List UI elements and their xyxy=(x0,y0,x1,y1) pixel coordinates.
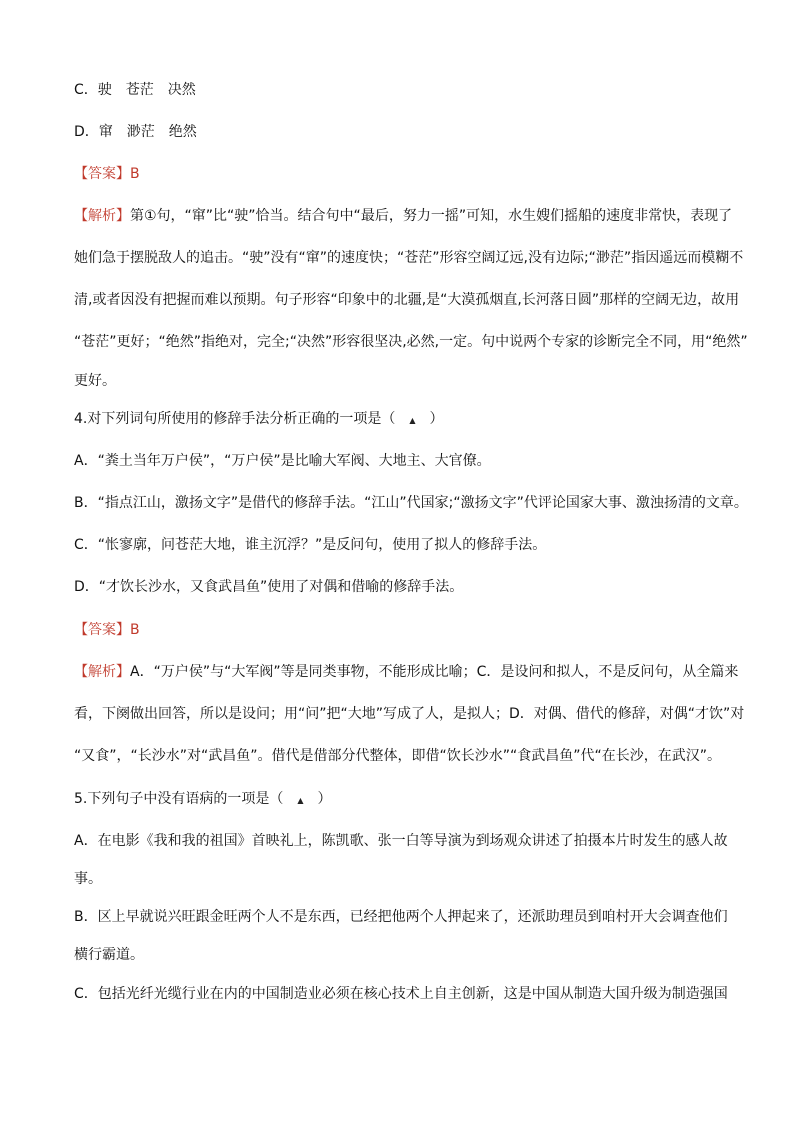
analysis-4-line-3: “又食”，“长沙水”对“武昌鱼”。借代是借部分代整体，即借“饮长沙水”“食武昌鱼”代“在长沙，在武汉”。 xyxy=(74,748,722,764)
answer-1: 【答案】B xyxy=(74,166,140,182)
blank-marker-icon: ▲ xyxy=(297,796,304,805)
q4-option-b: B．“指点江山，激扬文字”是借代的修辞手法。“江山”代国家;“激扬文字”代评论国家大事、激浊扬清的文章。 xyxy=(74,495,748,511)
analysis-1-line-1: 【解析】第①句，“窜”比“驶”恰当。结合句中“最后，努力一摇”可知，水生嫂们摇船的速度非常快，表现了 xyxy=(74,208,733,224)
analysis-1-line-4: “苍茫”更好；“绝然”指绝对，完全;“决然”形容很坚决,必然,一定。句中说两个专家的诊断完全不同，用“绝然” xyxy=(74,334,748,350)
q4-option-d: D．“才饮长沙水，又食武昌鱼”使用了对偶和借喻的修辞手法。 xyxy=(74,579,464,595)
analysis-label: 【解析】 xyxy=(74,208,130,224)
analysis-1-line-3: 清,或者因没有把握而难以预期。句子形容“印象中的北疆,是“大漠孤烟直,长河落日圆”那样的空阔无边，故用 xyxy=(74,292,740,308)
analysis-label: 【解析】 xyxy=(74,664,130,680)
analysis-1-line-2: 她们急于摆脱敌人的追击。“驶”没有“窜”的速度快；“苍茫”形容空阔辽远,没有边际;“渺茫”指因遥远而模糊不 xyxy=(74,250,744,266)
q5-option-b-line-2: 横行霸道。 xyxy=(74,947,144,963)
analysis-4-line-2: 看，下阕做出回答，所以是设问；用“问”把“大地”写成了人，是拟人；D．对偶、借代的修辞，对偶“才饮”对 xyxy=(74,706,745,722)
blank-marker-icon: ▲ xyxy=(409,416,416,425)
question-5: 5.下列句子中没有语病的一项是（ ▲ ） xyxy=(74,791,332,807)
q4-option-c: C．“怅寥廓，问苍茫大地，谁主沉浮？”是反问句，使用了拟人的修辞手法。 xyxy=(74,537,547,553)
question-4: 4.对下列词句所使用的修辞手法分析正确的一项是（ ▲ ） xyxy=(74,411,444,427)
analysis-1-line-5: 更好。 xyxy=(74,373,116,389)
option-d: D．窜 渺茫 绝然 xyxy=(74,124,197,140)
q5-option-a-line-1: A．在电影《我和我的祖国》首映礼上，陈凯歌、张一白等导演为到场观众讲述了拍摄本片时发生的感人故 xyxy=(74,833,728,849)
q4-option-a: A．“粪土当年万户侯”，“万户侯”是比喻大军阀、大地主、大官僚。 xyxy=(74,453,491,469)
analysis-4-line-1: 【解析】A．“万户侯”与“大军阀”等是同类事物，不能形成比喻；C．是设问和拟人，不是反问句，从全篇来 xyxy=(74,664,739,680)
q5-option-a-line-2: 事。 xyxy=(74,871,102,887)
answer-4: 【答案】B xyxy=(74,622,140,638)
q5-option-c-line-1: C．包括光纤光缆行业在内的中国制造业必须在核心技术上自主创新，这是中国从制造大国升级为制造强国 xyxy=(74,986,728,1002)
q5-option-b-line-1: B．区上早就说兴旺跟金旺两个人不是东西，已经把他两个人押起来了，还派助理员到咱村开大会调查他们 xyxy=(74,909,728,925)
option-c: C．驶 苍茫 决然 xyxy=(74,82,196,98)
